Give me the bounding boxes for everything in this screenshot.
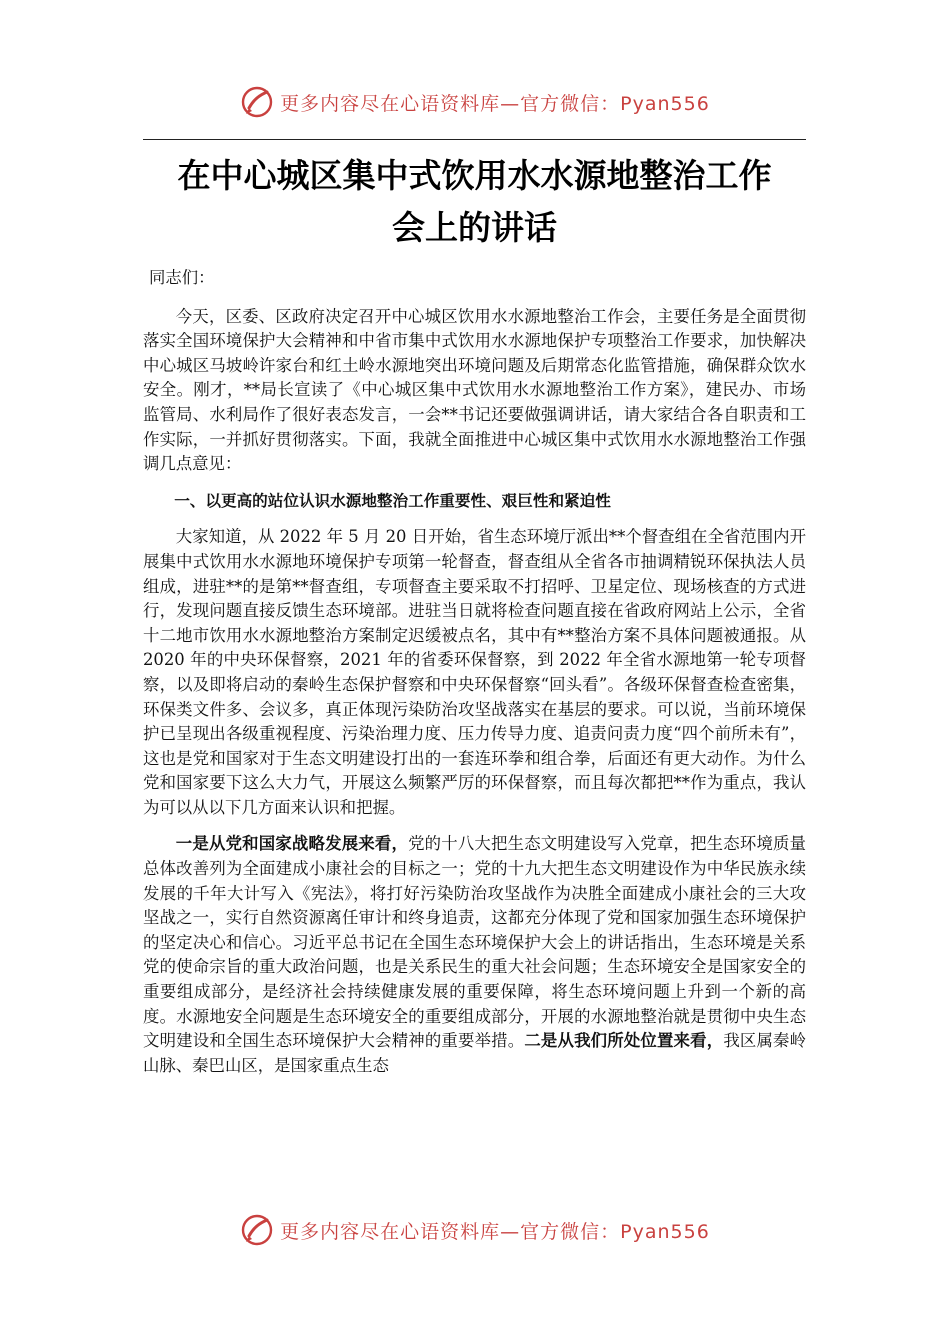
point-1-lead: 一是从党和国家战略发展来看， (175, 834, 409, 854)
page-title (143, 150, 806, 254)
document-body (143, 266, 806, 1090)
title-line-1: 在中心城区集中式饮用水水源地整治工作 (177, 156, 772, 195)
section-1-paragraph: 大家知道，从 2022 年 5 月 20 日开始，省生态环境厅派出**个督查组在全省范围内开展集中式饮用水水源地环境保护专项第一轮督查，督查组从全省各市抽调精锐环保执法人员组成，进驻**的是第**督查组，专项督查主要采取不打招呼、卫星定位、现场核查的方式进行，发现问题直接反馈生态环境部。进驻当日就将检查问题直接在省政府网站上公示，全省十二地市饮用水水源地整治方案制定迟缓被点名，其中有**整治方案不具体问题被通报。从 2020 年的中央环保督察，2021 年的省委环保督察，到 2022 年全省水源地第一轮专项督察，以及即将启动的秦岭生态保护督察和中央环保督察“回头看”。各级环保督查检查密集，环保类文件多、会议多，真正体现污染防治攻坚战落实在基层的要求。可以说，当前环境保护已呈现出各级重视程度、污染治理力度、压力传导力度、追责问责力度“四个前所未有”，这也是党和国家对于生态文明建设打出的一套连环拳和组合拳，后面还有更大动作。为什么党和国家要下这么大力气，开展这么频繁严厉的环保督察，而且每次都把**作为重点，我认为可以从以下几方面来认识和把握。 (143, 527, 806, 817)
title-line-2: 会上的讲话 (392, 208, 557, 247)
pen-swirl-logo-icon (240, 1213, 274, 1247)
salutation: 同志们： (149, 268, 215, 287)
point-1-body: 党的十八大把生态文明建设写入党章，把生态环境质量总体改善列为全面建成小康社会的目标之一；党的十九大把生态文明建设作为中华民族永续发展的千年大计写入《宪法》，将打好污染防治攻坚战作为决胜全面建成小康社会的三大攻坚战之一，实行自然资源离任审计和终身追责，这都充分体现了党和国家加强生态环境保护的坚定决心和信心。习近平总书记在全国生态环境保护大会上的讲话指出，生态环境是关系党的使命宗旨的重大政治问题，也是关系民生的重大社会问题；生态环境安全是国家安全的重要组成部分，是经济社会持续健康发展的重要保障，将生态环境问题上升到一个新的高度。水源地安全问题是生态环境安全的重要组成部分，开展的水源地整治就是贯彻中央生态文明建设和全国生态环境保护大会精神的重要举措。 (143, 834, 807, 1051)
footer-banner-text: 更多内容尽在心语资料库—官方微信：Pyan556 (280, 1220, 710, 1243)
intro-paragraph: 今天，区委、区政府决定召开中心城区饮用水水源地整治工作会，主要任务是全面贯彻落实全国环境保护大会精神和中省市集中式饮用水水源地保护专项整治工作要求，加快解决中心城区马坡岭许家台和红土岭水源地突出环境问题及后期常态化监管措施，确保群众饮水安全。刚才，**局长宣读了《中心城区集中式饮用水水源地整治工作方案》，建民办、市场监管局、水利局作了很好表态发言，一会**书记还要做强调讲话，请大家结合各自职责和工作实际，一并抓好贯彻落实。下面，我就全面推进中心城区集中式饮用水水源地整治工作强调几点意见： (143, 306, 806, 474)
pen-swirl-logo-icon (240, 85, 274, 119)
points-paragraph (143, 832, 806, 1078)
header-banner-text: 更多内容尽在心语资料库—官方微信：Pyan556 (280, 92, 710, 115)
footer-banner (0, 1210, 950, 1250)
header-banner (0, 82, 950, 122)
point-2-lead: 二是从我们所处位置来看， (524, 1031, 724, 1051)
point-2-body: 我区属秦岭山脉、秦巴山区，是国家重点生态 (143, 1031, 807, 1075)
header-divider (143, 139, 806, 140)
section-1-heading: 一、以更高的站位认识水源地整治工作重要性、艰巨性和紧迫性 (174, 491, 611, 510)
